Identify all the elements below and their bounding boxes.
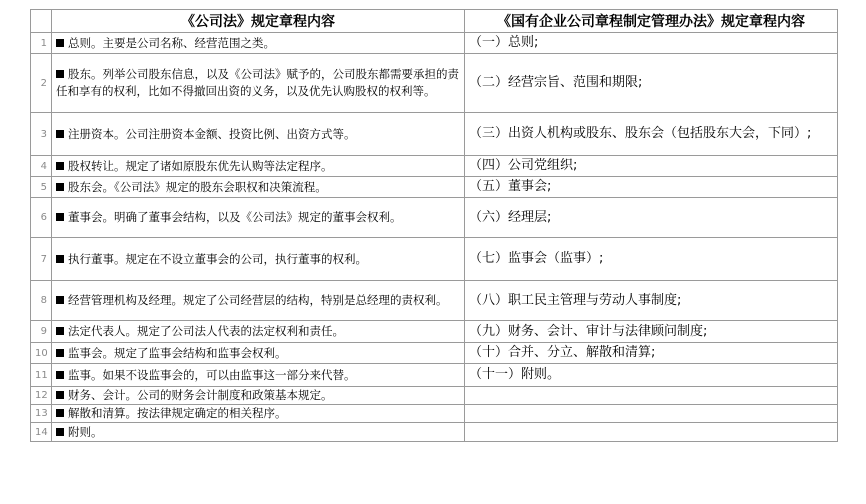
black-square-bullet-icon: [56, 296, 64, 304]
soe-measures-cell: （四）公司党组织;: [465, 156, 838, 177]
company-law-cell: [52, 281, 465, 321]
row-number: 9: [31, 321, 52, 343]
soe-measures-cell: （三）出资人机构或股东、股东会（包括股东大会，下同）;: [465, 113, 838, 156]
company-law-text: 解散和清算。按法律规定确定的相关程序。: [68, 406, 287, 420]
table-row: [31, 238, 838, 281]
soe-measures-cell: （十）合并、分立、解散和清算;: [465, 343, 838, 364]
header-soe-measures: 《国有企业公司章程制定管理办法》规定章程内容: [465, 10, 838, 33]
table-row: [31, 423, 838, 442]
black-square-bullet-icon: [56, 183, 64, 191]
soe-measures-cell: （一）总则;: [465, 33, 838, 54]
row-number: 6: [31, 198, 52, 238]
company-law-cell: [52, 405, 465, 423]
soe-measures-cell: （六）经理层;: [465, 198, 838, 238]
black-square-bullet-icon: [56, 371, 64, 379]
company-law-text: 董事会。明确了董事会结构，以及《公司法》规定的董事会权利。: [68, 210, 402, 224]
row-number: 13: [31, 405, 52, 423]
row-number: 14: [31, 423, 52, 442]
company-law-text: 注册资本。公司注册资本金额、投资比例、出资方式等。: [68, 126, 356, 141]
company-law-text: 总则。主要是公司名称、经营范围之类。: [68, 35, 275, 50]
soe-measures-cell: （九）财务、会计、审计与法律顾问制度;: [465, 321, 838, 343]
table-row: [31, 198, 838, 238]
company-law-cell: [52, 113, 465, 156]
black-square-bullet-icon: [56, 391, 64, 399]
company-law-cell: [52, 33, 465, 54]
company-law-text: 股东会。《公司法》规定的股东会职权和决策流程。: [68, 179, 327, 194]
table-row: [31, 33, 838, 54]
company-law-text: 监事会。规定了监事会结构和监事会权利。: [68, 345, 287, 360]
soe-measures-cell: （二）经营宗旨、范围和期限;: [465, 54, 838, 113]
black-square-bullet-icon: [56, 213, 64, 221]
table-row: [31, 387, 838, 405]
black-square-bullet-icon: [56, 409, 64, 417]
row-number: 10: [31, 343, 52, 364]
row-number: 7: [31, 238, 52, 281]
table-row: [31, 113, 838, 156]
company-law-text: 附则。: [68, 424, 103, 439]
company-law-cell: [52, 198, 465, 238]
company-law-cell: [52, 54, 465, 113]
company-law-cell: [52, 364, 465, 387]
black-square-bullet-icon: [56, 349, 64, 357]
company-law-cell: [52, 156, 465, 177]
company-law-text: 监事。如果不设监事会的，可以由监事这一部分来代替。: [68, 367, 356, 382]
company-law-cell: [52, 321, 465, 343]
table-row: [31, 281, 838, 321]
black-square-bullet-icon: [56, 39, 64, 47]
soe-measures-cell: （十一）附则。: [465, 364, 838, 387]
table-row: [31, 177, 838, 198]
header-company-law: 《公司法》规定章程内容: [52, 10, 465, 33]
company-law-text: 经营管理机构及经理。规定了公司经营层的结构，特别是总经理的责权利。: [68, 293, 448, 307]
comparison-table: [30, 9, 838, 442]
soe-measures-cell: （五）董事会;: [465, 177, 838, 198]
table-row: [31, 364, 838, 387]
row-number: 1: [31, 33, 52, 54]
row-number: 8: [31, 281, 52, 321]
black-square-bullet-icon: [56, 162, 64, 170]
table-row: [31, 343, 838, 364]
company-law-text: 法定代表人。规定了公司法人代表的法定权利和责任。: [68, 324, 344, 338]
table-row: [31, 54, 838, 113]
company-law-text: 股东。列举公司股东信息，以及《公司法》赋予的，公司股东都需要承担的责任和享有的权利，比如不得撤回出资的义务，以及优先认购股权的权利等。: [56, 67, 459, 98]
black-square-bullet-icon: [56, 327, 64, 335]
soe-measures-cell: [465, 423, 838, 442]
company-law-cell: [52, 423, 465, 442]
black-square-bullet-icon: [56, 70, 64, 78]
row-number: 2: [31, 54, 52, 113]
soe-measures-cell: （八）职工民主管理与劳动人事制度;: [465, 281, 838, 321]
company-law-text: 执行董事。规定在不设立董事会的公司，执行董事的权利。: [68, 251, 367, 266]
table-row: [31, 405, 838, 423]
soe-measures-cell: [465, 405, 838, 423]
row-number: 12: [31, 387, 52, 405]
header-row: [31, 10, 838, 33]
table-row: [31, 321, 838, 343]
row-number: 11: [31, 364, 52, 387]
company-law-cell: [52, 177, 465, 198]
comparison-table-wrapper: [30, 9, 838, 442]
soe-measures-cell: （七）监事会（监事）;: [465, 238, 838, 281]
black-square-bullet-icon: [56, 428, 64, 436]
company-law-cell: [52, 387, 465, 405]
header-corner-cell: [31, 10, 52, 33]
company-law-cell: [52, 343, 465, 364]
row-number: 3: [31, 113, 52, 156]
soe-measures-cell: [465, 387, 838, 405]
company-law-text: 财务、会计。公司的财务会计制度和政策基本规定。: [68, 388, 333, 402]
company-law-text: 股权转让。规定了诸如原股东优先认购等法定程序。: [68, 158, 333, 173]
black-square-bullet-icon: [56, 130, 64, 138]
row-number: 5: [31, 177, 52, 198]
row-number: 4: [31, 156, 52, 177]
table-row: [31, 156, 838, 177]
company-law-cell: [52, 238, 465, 281]
black-square-bullet-icon: [56, 255, 64, 263]
